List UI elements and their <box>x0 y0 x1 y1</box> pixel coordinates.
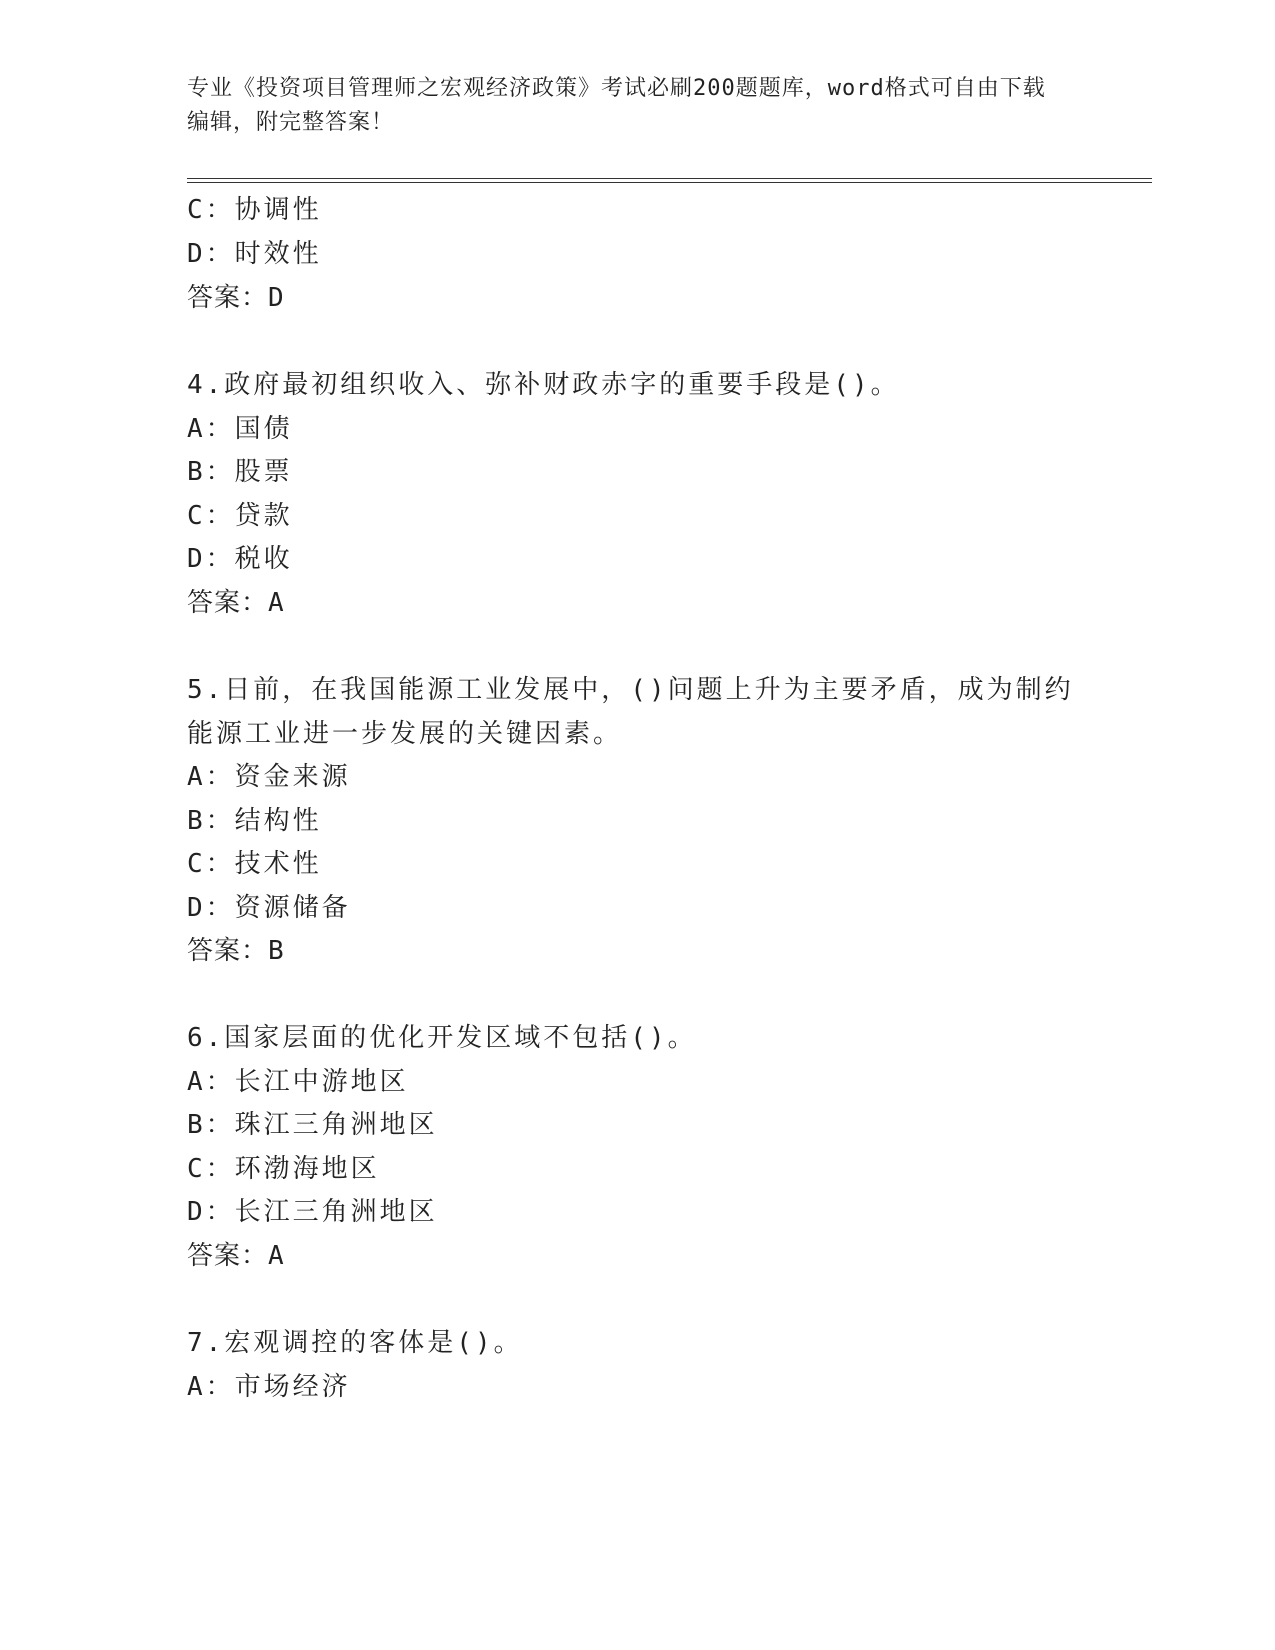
question-5-answer: 答案：B <box>187 936 285 966</box>
question-7-stem: 7.宏观调控的客体是()。 <box>187 1328 523 1358</box>
question-5-stem-line-1: 5.日前，在我国能源工业发展中，()问题上升为主要矛盾，成为制约 <box>187 675 1074 705</box>
question-6-option-d: D：长江三角洲地区 <box>187 1197 438 1227</box>
answer-line: 答案：D <box>187 283 285 313</box>
question-4-answer: 答案：A <box>187 588 285 618</box>
document-header: 专业《投资项目管理师之宏观经济政策》考试必刷200题题库，word格式可自由下载编辑，附完整答案！ <box>187 76 1046 135</box>
option-d: D：时效性 <box>187 239 322 269</box>
question-4-stem: 4.政府最初组织收入、弥补财政赤字的重要手段是()。 <box>187 370 900 400</box>
question-5-option-a: A：资金来源 <box>187 762 351 792</box>
header-divider <box>187 178 1152 183</box>
question-7-option-a: A：市场经济 <box>187 1372 351 1402</box>
question-6-answer: 答案：A <box>187 1241 285 1271</box>
question-4-option-a: A：国债 <box>187 414 293 444</box>
question-6-stem: 6.国家层面的优化开发区域不包括()。 <box>187 1023 697 1053</box>
question-5-option-c: C：技术性 <box>187 849 322 879</box>
question-4-option-b: B：股票 <box>187 457 293 487</box>
question-6-option-b: B：珠江三角洲地区 <box>187 1110 438 1140</box>
question-4-option-c: C：贷款 <box>187 501 293 531</box>
question-5-option-d: D：资源储备 <box>187 893 351 923</box>
question-6-option-a: A：长江中游地区 <box>187 1067 409 1097</box>
question-5-option-b: B：结构性 <box>187 806 322 836</box>
option-c: C：协调性 <box>187 195 322 225</box>
question-6-option-c: C：环渤海地区 <box>187 1154 380 1184</box>
question-4-option-d: D：税收 <box>187 544 293 574</box>
question-5-stem-line-2: 能源工业进一步发展的关键因素。 <box>187 719 623 749</box>
